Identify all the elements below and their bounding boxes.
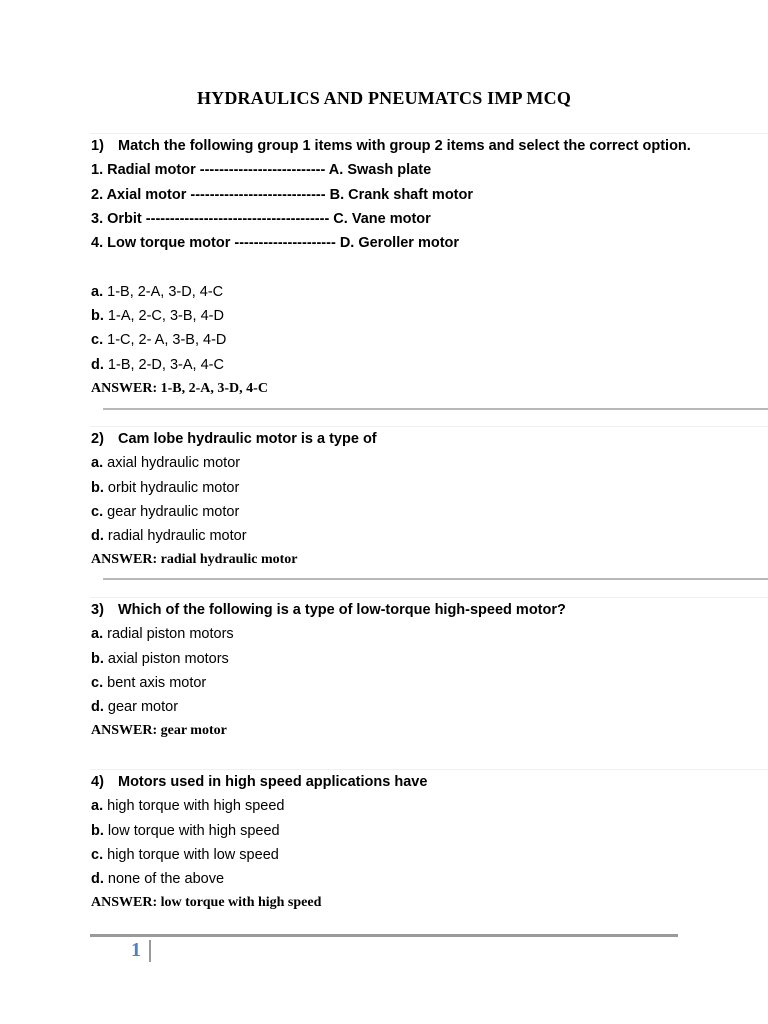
question-number: 4) [91, 774, 104, 790]
question-number: 3) [91, 602, 104, 618]
separator-rule [103, 408, 768, 410]
option-text: bent axis motor [107, 674, 207, 691]
option-text: radial piston motors [107, 626, 234, 643]
option-text: 1-C, 2- A, 3-B, 4-D [107, 332, 227, 349]
option-text: low torque with high speed [107, 822, 280, 839]
option-text: axial hydraulic motor [107, 455, 241, 472]
option-c [90, 500, 768, 524]
option-c [90, 328, 768, 352]
option-letter: a. [91, 626, 104, 643]
option-c [90, 671, 768, 695]
option-letter: a. [91, 283, 104, 300]
answer-line: ANSWER: low torque with high speed [91, 895, 322, 911]
match-item-1: 1. Radial motor -------------------------- A. Swash plate [91, 162, 432, 179]
question-text: Cam lobe hydraulic motor is a type of [118, 431, 377, 447]
option-letter: d. [91, 699, 104, 716]
answer-line: ANSWER: 1-B, 2-A, 3-D, 4-C [91, 380, 268, 396]
option-letter: b. [91, 822, 104, 839]
separator-rule [103, 578, 768, 580]
option-letter: d. [91, 356, 104, 373]
option-a [90, 622, 768, 646]
option-d [90, 524, 768, 548]
option-text: 1-B, 2-D, 3-A, 4-C [107, 356, 224, 373]
option-d [90, 353, 768, 377]
answer-line: ANSWER: gear motor [91, 723, 227, 739]
option-d [90, 867, 768, 891]
question-text: Match the following group 1 items with group 2 items and select the correct option. [118, 138, 691, 154]
option-letter: b. [91, 308, 104, 325]
option-letter: b. [91, 650, 104, 667]
option-letter: d. [91, 871, 104, 888]
title-text: HYDRAULICS AND PNEUMATCS IMP MCQ [196, 88, 572, 108]
spacer [90, 255, 768, 279]
option-text: 1-B, 2-A, 3-D, 4-C [107, 283, 224, 300]
option-text: high torque with high speed [107, 798, 285, 815]
footer-rule [90, 934, 678, 937]
question-text: Which of the following is a type of low-torque high-speed motor? [118, 602, 566, 618]
option-letter: c. [91, 332, 104, 349]
option-letter: d. [91, 528, 104, 545]
option-text: radial hydraulic motor [107, 528, 247, 545]
option-letter: b. [91, 479, 104, 496]
question-3-stem [90, 598, 768, 622]
option-letter: c. [91, 674, 104, 691]
question-number: 1) [91, 138, 104, 154]
option-b [90, 819, 768, 843]
option-text: gear motor [107, 699, 179, 716]
option-text: none of the above [107, 871, 225, 888]
document-title [0, 88, 768, 109]
option-a [90, 451, 768, 475]
question-2 [90, 426, 768, 572]
option-d [90, 695, 768, 719]
option-letter: a. [91, 798, 104, 815]
question-1 [90, 133, 768, 401]
answer-line: ANSWER: radial hydraulic motor [91, 552, 298, 568]
option-text: 1-A, 2-C, 3-B, 4-D [107, 308, 224, 325]
question-number: 2) [91, 431, 104, 447]
question-4-stem [90, 770, 768, 794]
page-number-bar [149, 940, 151, 962]
question-2-stem [90, 427, 768, 451]
match-item-4: 4. Low torque motor --------------------- D. Geroller motor [91, 235, 460, 252]
match-item-3: 3. Orbit -------------------------------------- C. Vane motor [91, 210, 431, 227]
question-1-stem [90, 134, 768, 158]
page-number: 1 [131, 939, 141, 961]
option-text: gear hydraulic motor [107, 503, 240, 520]
match-item-2: 2. Axial motor ---------------------------- B. Crank shaft motor [91, 186, 474, 203]
option-letter: c. [91, 846, 104, 863]
option-text: high torque with low speed [107, 846, 279, 863]
option-text: orbit hydraulic motor [107, 479, 240, 496]
option-letter: c. [91, 503, 104, 520]
option-b [90, 647, 768, 671]
option-b [90, 476, 768, 500]
question-text: Motors used in high speed applications have [118, 774, 428, 790]
question-4 [90, 769, 768, 915]
option-c [90, 843, 768, 867]
option-b [90, 304, 768, 328]
option-text: axial piston motors [107, 650, 229, 667]
question-3 [90, 597, 768, 743]
option-letter: a. [91, 455, 104, 472]
option-a [90, 794, 768, 818]
option-a [90, 280, 768, 304]
